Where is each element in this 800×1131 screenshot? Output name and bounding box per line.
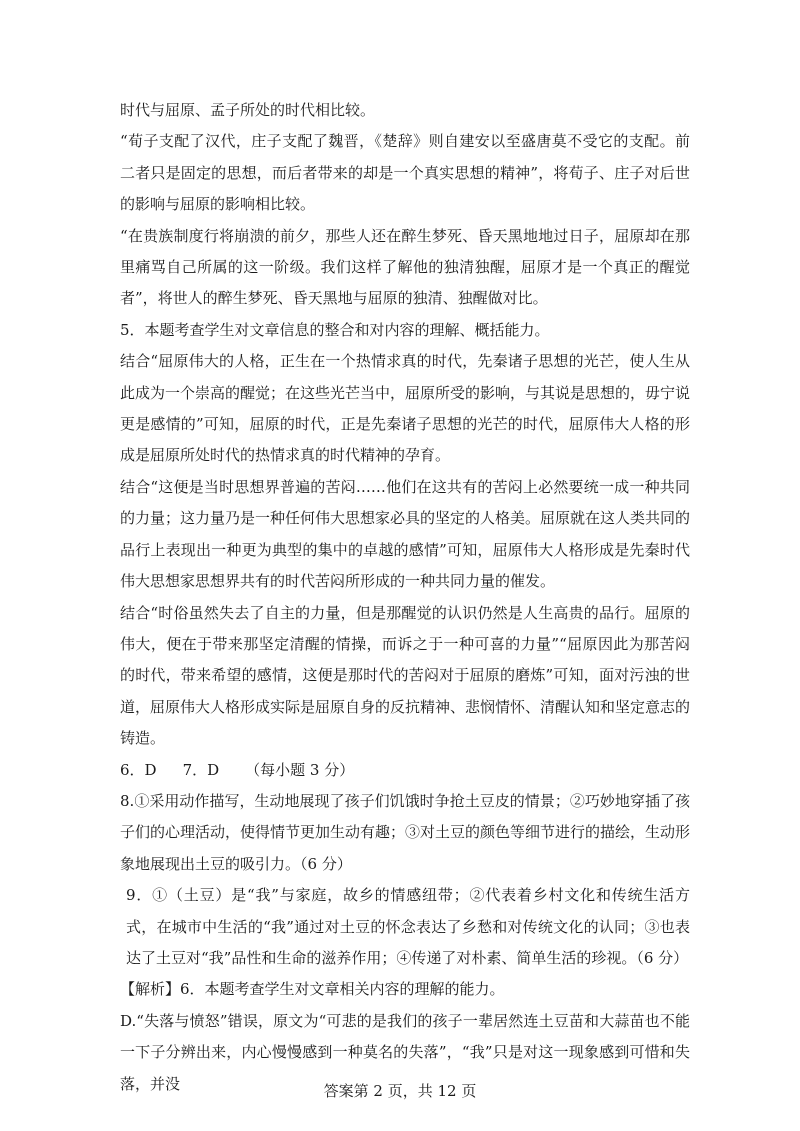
paragraph: 5．本题考查学生对文章信息的整合和对内容的理解、概括能力。: [120, 320, 550, 339]
document-body: [120, 95, 690, 1100]
answer-q7: 7．D: [182, 760, 220, 779]
paragraph: 结合“时俗虽然失去了自主的力量，但是那醒觉的认识仍然是人生高贵的品行。屈原的伟大，便在于带来那坚定清醒的情操，而诉之于一种可喜的力量”“屈原因此为那苦闷的时代，带来希望的感情，这便是那时代的苦闷对于屈原的磨炼”可知，面对污浊的世道，屈原伟大人格形成实际是屈原自身的反抗精神、悲悯情怀、清醒认知和坚定意志的铸造。: [120, 603, 691, 748]
score-note: （每小题 3 分）: [245, 760, 355, 779]
paragraph: “荀子支配了汉代，庄子支配了魏晋，《楚辞》则自建安以至盛唐莫不受它的支配。前二者只是固定的思想，而后者带来的却是一个真实思想的精神”，将荀子、庄子对后世的影响与屈原的影响相比较。: [120, 132, 690, 214]
paragraph: “在贵族制度行将崩溃的前夕，那些人还在醉生梦死、昏天黑地地过日子，屈原却在那里痛骂自己所属的这一阶级。我们这样了解他的独清独醒，屈原才是一个真正的醒觉者”，将世人的醉生梦死、昏天黑地与屈原的独清、独醒做对比。: [120, 226, 690, 308]
paragraph: 结合“屈原伟大的人格，正生在一个热情求真的时代，先秦诸子思想的光芒，使人生从此成为一个崇高的醒觉；在这些光芒当中，屈原所受的影响，与其说是思想的，毋宁说更是感情的”可知，屈原的时代，正是先秦诸子思想的光芒的时代，屈原伟大人格的形成是屈原所处时代的热情求真的时代精神的孕育。: [120, 352, 691, 465]
page-footer: [0, 1080, 800, 1101]
paragraph: D.“失落与愤怒”错误，原文为“可悲的是我们的孩子一辈居然连土豆苗和大蒜苗也不能一下子分辨出来，内心慢慢感到一种莫名的失落”，“我”只是对这一现象感到可惜和失落，并没: [120, 1011, 690, 1093]
answer-q6: 6．D: [120, 760, 157, 779]
page-number-label: 答案第 2 页，共 12 页: [323, 1082, 477, 1100]
paragraph: 8.①采用动作描写，生动地展现了孩子们饥饿时争抢土豆皮的情景；②巧妙地穿插了孩子们的心理活动，使得情节更加生动有趣；③对土豆的颜色等细节进行的描绘，生动形象地展现出土豆的吸引力。（6 分）: [120, 791, 691, 873]
paragraph: 时代与屈原、孟子所处的时代相比较。: [120, 101, 376, 119]
paragraph: 9．①（土豆）是“我”与家庭，故乡的情感纽带；②代表着乡村文化和传统生活方式，在城市中生活的“我”通过对土豆的怀念表达了乡愁和对传统文化的认同；③也表达了土豆对“我”品性和生命的滋养作用；④传递了对朴素、简单生活的珍视。（6 分）: [126, 886, 690, 967]
answers-line: [120, 755, 690, 786]
paragraph: 【解析】6．本题考查学生对文章相关内容的理解的能力。: [120, 980, 505, 999]
paragraph: 结合“这便是当时思想界普遍的苦闷……他们在这共有的苦闷上必然要统一成一种共同的力量；这力量乃是一种任何伟大思想家必具的坚定的人格美。屈原就在这人类共同的品行上表现出一种更为典型的集中的卓越的感情”可知，屈原伟大人格形成是先秦时代伟大思想家思想界共有的时代苦闷所形成的一种共同力量的催发。: [120, 477, 691, 591]
